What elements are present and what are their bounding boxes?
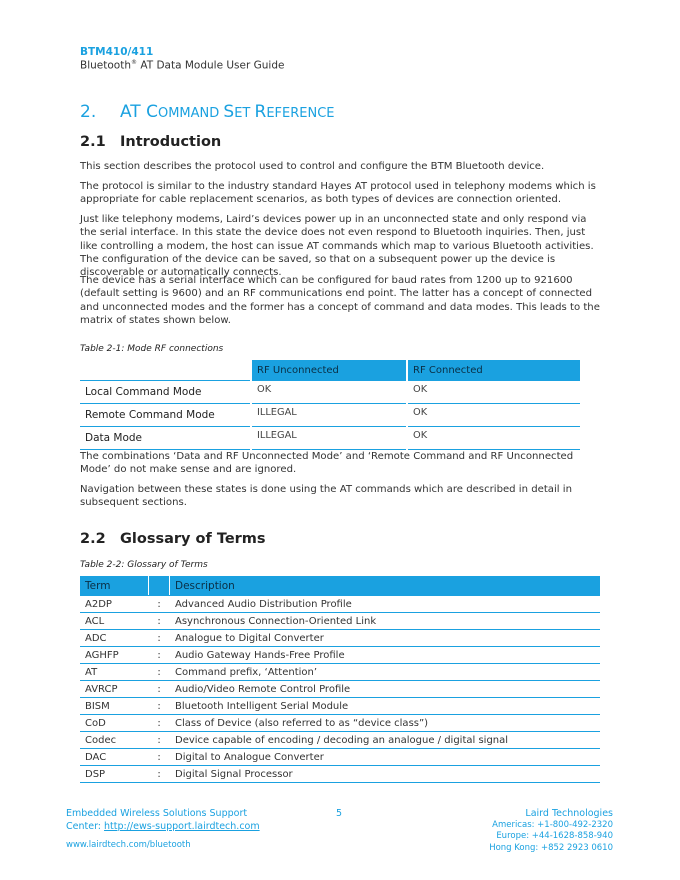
subsection-title: Introduction (120, 134, 222, 150)
table-row (80, 749, 600, 766)
separator: : (149, 613, 170, 630)
glossary-term: A2DP (80, 596, 149, 613)
table-row (80, 404, 580, 427)
phone-americas: Americas: +1-800-492-2320 (492, 819, 613, 830)
separator: : (149, 664, 170, 681)
website-link[interactable]: www.lairdtech.com/bluetooth (66, 840, 191, 850)
glossary-term: AT (80, 664, 149, 681)
section-title-part: R (254, 102, 267, 122)
subsection-heading-introduction (80, 134, 221, 150)
table-row (80, 698, 600, 715)
glossary-table (80, 576, 600, 783)
support-center-line (66, 821, 260, 834)
section-title-part: AT C (120, 102, 158, 122)
table-header-cell (149, 576, 170, 596)
table-header-cell (80, 360, 251, 381)
glossary-term: AVRCP (80, 681, 149, 698)
glossary-term: DAC (80, 749, 149, 766)
table-header-cell: Term (80, 576, 149, 596)
paragraph: This section describes the protocol used to control and configure the BTM Bluetooth device. (80, 161, 545, 172)
separator: : (149, 647, 170, 664)
table-row (80, 427, 580, 450)
table-row (80, 613, 600, 630)
subtitle-brand: Bluetooth (80, 59, 131, 72)
section-title-part: OMMAND (157, 106, 224, 121)
glossary-description: Bluetooth Intelligent Serial Module (170, 698, 601, 715)
paragraph: The device has a serial interface which can be configured for baud rates from 1200 up to 921600 (default setting is 9600) and an RF communications end point. The latter has a concept of connected and unconnected modes and the former has a concept of command and data modes. This leads to the matrix of states shown below. (80, 275, 600, 326)
table-row (80, 715, 600, 732)
table-header-cell: RF Connected (407, 360, 580, 381)
subsection-title: Glossary of Terms (120, 531, 266, 547)
footer-support (66, 808, 260, 833)
glossary-description: Digital Signal Processor (170, 766, 601, 783)
phone-hongkong: Hong Kong: +852 2923 0610 (489, 842, 613, 853)
table-header-cell: Description (170, 576, 601, 596)
table-cell: OK (407, 404, 580, 427)
table-cell: OK (407, 381, 580, 404)
glossary-description: Analogue to Digital Converter (170, 630, 601, 647)
table-header-cell: RF Unconnected (251, 360, 407, 381)
subsection-number: 2.2 (80, 531, 106, 547)
table-row (80, 664, 600, 681)
table-caption: Table 2-1: Mode RF connections (80, 344, 224, 354)
separator: : (149, 596, 170, 613)
section-number: 2. (80, 102, 97, 122)
glossary-description: Audio Gateway Hands-Free Profile (170, 647, 601, 664)
table-header-row (80, 576, 600, 596)
paragraph: Just like telephony modems, Laird’s devices power up in an unconnected state and only respond via the serial interface. In this state the device does not even respond to Bluetooth inquiries. Then, just like controlling a modem, the host can issue AT commands which map to various Bluetooth activities. The configuration of the device can be saved, so that on a subsequent power up the device is discoverable or automatically connects. (80, 214, 594, 279)
document-product-code: BTM410/411 (80, 46, 154, 58)
table-row (80, 381, 580, 404)
table-cell: OK (407, 427, 580, 450)
section-heading (80, 102, 334, 122)
glossary-term: ACL (80, 613, 149, 630)
glossary-description: Device capable of encoding / decoding an analogue / digital signal (170, 732, 601, 749)
separator: : (149, 630, 170, 647)
support-title: Embedded Wireless Solutions Support (66, 808, 248, 819)
glossary-description: Audio/Video Remote Control Profile (170, 681, 601, 698)
glossary-description: Asynchronous Connection-Oriented Link (170, 613, 601, 630)
support-link[interactable]: http://ews-support.lairdtech.com (104, 820, 260, 832)
glossary-description: Advanced Audio Distribution Profile (170, 596, 601, 613)
company-name: Laird Technologies (525, 808, 613, 819)
table-row (80, 630, 600, 647)
table-row (80, 766, 600, 783)
separator: : (149, 732, 170, 749)
glossary-term: DSP (80, 766, 149, 783)
table-row (80, 681, 600, 698)
subsection-number: 2.1 (80, 134, 106, 150)
glossary-term: CoD (80, 715, 149, 732)
glossary-term: ADC (80, 630, 149, 647)
section-title-part: S (223, 102, 235, 122)
paragraph: Navigation between these states is done using the AT commands which are described in detail in subsequent sections. (80, 484, 572, 509)
document-subtitle (80, 59, 284, 72)
separator: : (149, 681, 170, 698)
table-caption: Table 2-2: Glossary of Terms (80, 560, 208, 570)
subsection-heading-glossary (80, 531, 266, 547)
separator: : (149, 715, 170, 732)
page-number: 5 (336, 808, 343, 819)
registered-mark: ® (130, 59, 137, 66)
footer-contacts (489, 808, 613, 854)
glossary-term: AGHFP (80, 647, 149, 664)
table-cell: ILLEGAL (251, 404, 407, 427)
separator: : (149, 698, 170, 715)
glossary-description: Class of Device (also referred to as “device class”) (170, 715, 601, 732)
phone-europe: Europe: +44-1628-858-940 (496, 831, 613, 841)
glossary-term: Codec (80, 732, 149, 749)
separator: : (149, 766, 170, 783)
center-label: Center: (66, 820, 105, 832)
table-row (80, 596, 600, 613)
subtitle-rest: AT Data Module User Guide (136, 59, 285, 72)
table-row (80, 647, 600, 664)
row-label: Remote Command Mode (80, 404, 251, 427)
table-cell: OK (251, 381, 407, 404)
section-title-part: EFERENCE (266, 106, 335, 121)
glossary-description: Digital to Analogue Converter (170, 749, 601, 766)
table-row (80, 732, 600, 749)
mode-rf-table (80, 360, 580, 450)
glossary-term: BISM (80, 698, 149, 715)
glossary-description: Command prefix, ‘Attention’ (170, 664, 601, 681)
separator: : (149, 749, 170, 766)
paragraph: The combinations ‘Data and RF Unconnected Mode’ and ‘Remote Command and RF Unconnected Mode’ do not make sense and are ignored. (80, 451, 574, 476)
row-label: Local Command Mode (80, 381, 251, 404)
table-header-row (80, 360, 580, 381)
row-label: Data Mode (80, 427, 251, 450)
paragraph: The protocol is similar to the industry standard Hayes AT protocol used in telephony modems which is appropriate for cable replacement scenarios, as both types of devices are connection oriented. (80, 181, 596, 206)
section-title-part: ET (234, 106, 255, 121)
table-cell: ILLEGAL (251, 427, 407, 450)
